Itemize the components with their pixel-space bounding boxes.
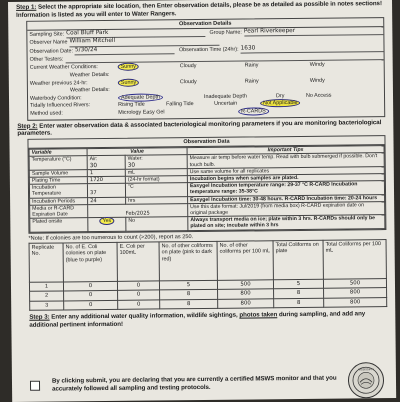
obs-value[interactable]: Feb/2025	[88, 203, 188, 217]
other-testers-label: Other Testers:	[29, 56, 64, 63]
obs-air-value[interactable]: 30	[89, 162, 98, 169]
date-label: Observation Date:	[29, 48, 74, 55]
step3-text: Enter any additional water quality information, wildlife sightings,	[49, 311, 240, 321]
col-other-plate: No. of other coliforms on plate (pink to dark red)	[159, 241, 217, 281]
msws-seal-logo	[348, 362, 384, 398]
obs-water-cell	[125, 155, 187, 169]
obs-air-label: Air:	[89, 156, 98, 163]
count-cell[interactable]: 8	[160, 289, 218, 299]
plated-yes-cell	[88, 217, 126, 231]
replicate-number: 1	[29, 282, 63, 292]
col-variable: Variable	[29, 149, 87, 157]
count-cell[interactable]: 8	[160, 299, 218, 309]
waterbody-label: Waterbody Condition:	[29, 94, 82, 102]
col-ecoli-100ml: E. Coli per 100mL	[117, 242, 159, 281]
replicate-number: 2	[30, 291, 64, 301]
datasheet-page	[8, 0, 396, 402]
counts-table	[29, 239, 388, 312]
observation-details-box	[26, 17, 385, 121]
obs-value[interactable]: 37	[87, 183, 125, 197]
count-cell[interactable]: 0	[117, 281, 159, 291]
previous-weather-sunny[interactable]: Sunny	[118, 78, 139, 86]
count-cell[interactable]: 500	[323, 278, 386, 288]
obs-water-value[interactable]: 30	[127, 162, 136, 169]
col-total-plate: Total Coliforms on plate	[273, 240, 323, 280]
step3-text-end: during sampling, and add any additional pertinent information!	[29, 310, 366, 329]
obs-value[interactable]: 1	[87, 169, 125, 177]
obs-unit: hrs	[126, 196, 188, 204]
tidal-uncertain[interactable]: Uncertain	[214, 100, 238, 108]
obs-tip: Measure air temp before water temp. Read with bulb submerged if possible. Don't touch bulb.	[187, 153, 384, 168]
date-field[interactable]: 5/30/24	[75, 46, 175, 56]
observation-data-box	[27, 135, 386, 233]
obs-tip: Incubation begins when samples are plated.	[187, 174, 384, 183]
count-cell[interactable]: 5	[273, 279, 323, 289]
obs-air-cell	[87, 156, 125, 170]
step3-instructions	[29, 310, 387, 329]
previous-weather-windy[interactable]: Windy	[309, 77, 325, 84]
obs-variable: Incubation Temperature	[29, 184, 87, 198]
photos-link[interactable]: photos taken	[239, 311, 278, 319]
current-weather-sunny[interactable]: Sunny	[118, 63, 139, 71]
method-easygel[interactable]: Micrology Easy Gel	[118, 109, 165, 116]
count-cell[interactable]: 0	[118, 290, 160, 300]
obs-variable: Plating Time	[29, 177, 87, 185]
current-weather-windy[interactable]: Windy	[309, 62, 325, 69]
plated-yes[interactable]: Yes	[100, 217, 115, 225]
obs-water-label: Water:	[127, 155, 143, 163]
count-cell[interactable]: 0	[118, 300, 160, 310]
seal-icon	[351, 365, 381, 395]
count-cell[interactable]: 800	[218, 289, 274, 299]
col-total-100ml: Total Coliforms per 100 mL	[323, 239, 386, 279]
step2-label: Step 2:	[17, 122, 38, 130]
seal-text: MISSISSIPPI	[358, 368, 374, 372]
waterbody-adequate[interactable]: Adequate Depth	[118, 93, 163, 101]
current-weather-label: Current Weather Conditions:	[29, 64, 98, 72]
obs-variable: Sample Volume	[29, 169, 87, 177]
previous-weather-details-label: Weather Details:	[69, 87, 110, 94]
obs-variable: Temperature (°C)	[29, 156, 87, 170]
count-cell[interactable]: 0	[63, 281, 117, 291]
count-cell[interactable]: 800	[218, 298, 274, 308]
observer-label: Observer Name	[29, 39, 68, 46]
obs-tip: Always transport media on ice; plate within 3 hrs. R-CARDs should only be plated on site; incubate within 3 hrs	[188, 215, 385, 230]
obs-variable: Media or R-CARD Expiration Date	[30, 204, 88, 218]
plated-no[interactable]: No	[126, 217, 188, 231]
col-value: Value	[87, 148, 187, 156]
col-replicate: Replicate No.	[29, 243, 63, 282]
tidal-not-applicable[interactable]: Not Applicable	[260, 99, 301, 107]
col-other-100ml: No. of other coliforms per 100 mL	[217, 240, 273, 280]
waterbody-dry[interactable]: Dry	[275, 92, 285, 99]
step1-label: Step 1:	[16, 3, 37, 11]
tidal-falling[interactable]: Falling Tide	[166, 101, 194, 108]
obs-variable: Plated onsite	[30, 218, 88, 232]
group-name-label: Group Name:	[209, 29, 242, 36]
count-cell[interactable]: 800	[324, 288, 387, 298]
counts-box	[29, 239, 388, 312]
sampling-site-field[interactable]: Coal Bluff Park	[66, 29, 206, 39]
too-numerous-note: *Note: If colonies are too numerous to count (>200), report as 250.	[28, 233, 194, 242]
count-cell[interactable]: 800	[324, 297, 387, 307]
obs-row-plated-onsite	[30, 215, 385, 232]
count-cell[interactable]: 0	[64, 300, 118, 310]
observation-details-title: Observation Details	[27, 18, 383, 31]
obs-unit: °C	[125, 183, 187, 197]
obs-tip: Use same volume for all replicates	[187, 166, 384, 175]
previous-weather-cloudy[interactable]: Cloudy	[179, 78, 197, 85]
count-cell[interactable]: 8	[274, 298, 324, 308]
obs-unit: mL	[125, 168, 187, 176]
counts-header	[29, 239, 386, 282]
tidal-rising[interactable]: Rising Tide	[118, 101, 145, 109]
method-label: Method used:	[30, 110, 63, 117]
group-name-field[interactable]: Pearl Riverkeeper	[244, 27, 384, 37]
waterbody-no-access[interactable]: No Access	[305, 92, 332, 99]
consent-text: By clicking submit, you are declaring that you are currently a certified MSWS monitor and that you accurately followed all sampling and testing protocols.	[51, 374, 337, 393]
observer-field[interactable]: William Mitchell	[69, 37, 219, 47]
obs-value[interactable]: 1720	[87, 176, 125, 184]
count-cell[interactable]: 500	[217, 279, 273, 289]
consent-checkbox[interactable]	[30, 381, 40, 391]
obs-tip-text: Use this date format: Jul/2019 (from media box) R-CARD expiration date on original package	[190, 202, 365, 217]
obs-tip: Easygel Incubation time: 30-48 hours. R-CARD Incubation time: 20-24 hours	[188, 194, 385, 203]
current-weather-details-label: Weather Details:	[69, 71, 110, 79]
count-cell[interactable]: 8	[274, 288, 324, 298]
step2-text: Enter water observation data & associated bacteriological monitoring parameters if you are monitoring bacteriological parameters.	[17, 118, 382, 138]
previous-weather-label: Weather previous 24-hr:	[29, 79, 88, 87]
col-tips: Important Tips	[187, 146, 384, 155]
observation-data-title: Observation Data	[28, 136, 384, 149]
step3-label: Step 3:	[29, 313, 50, 322]
col-ecoli-plate: No. of E. Coli colonies on plate (blue to purple)	[63, 242, 117, 282]
current-weather-cloudy[interactable]: Cloudy	[179, 63, 197, 70]
obs-value[interactable]: 24	[88, 197, 126, 205]
previous-weather-rainy[interactable]: Rainy	[244, 77, 259, 85]
count-cell[interactable]: 5	[159, 280, 217, 290]
obs-tip: Easygel Incubation temperature range: 29-37 °C R-CARD Incubation temperature range: 35-38°C	[187, 181, 384, 196]
current-weather-rainy[interactable]: Rainy	[244, 62, 259, 69]
obs-variable: Incubation Periods	[30, 197, 88, 205]
obs-unit: (24-hr format)	[125, 176, 187, 184]
time-label: Observation Time (24hr):	[178, 46, 239, 54]
waterbody-inadequate[interactable]: Inadequate Depth	[203, 93, 247, 100]
count-cell[interactable]: 0	[64, 291, 118, 301]
observation-data-table	[29, 145, 386, 232]
method-rcards[interactable]: R-CARDS	[238, 107, 269, 115]
step1-text: Select the appropriate site location, then Enter observation details, please be as detailed as possible in notes sections! Information is listed as you will enter to Water Rangers.	[16, 0, 382, 19]
replicate-number: 3	[30, 301, 64, 311]
sampling-site-label: Sampling Site:	[29, 31, 65, 38]
time-field[interactable]: 1630	[241, 44, 384, 54]
tidal-label: Tidally Influenced Rivers:	[30, 102, 91, 110]
